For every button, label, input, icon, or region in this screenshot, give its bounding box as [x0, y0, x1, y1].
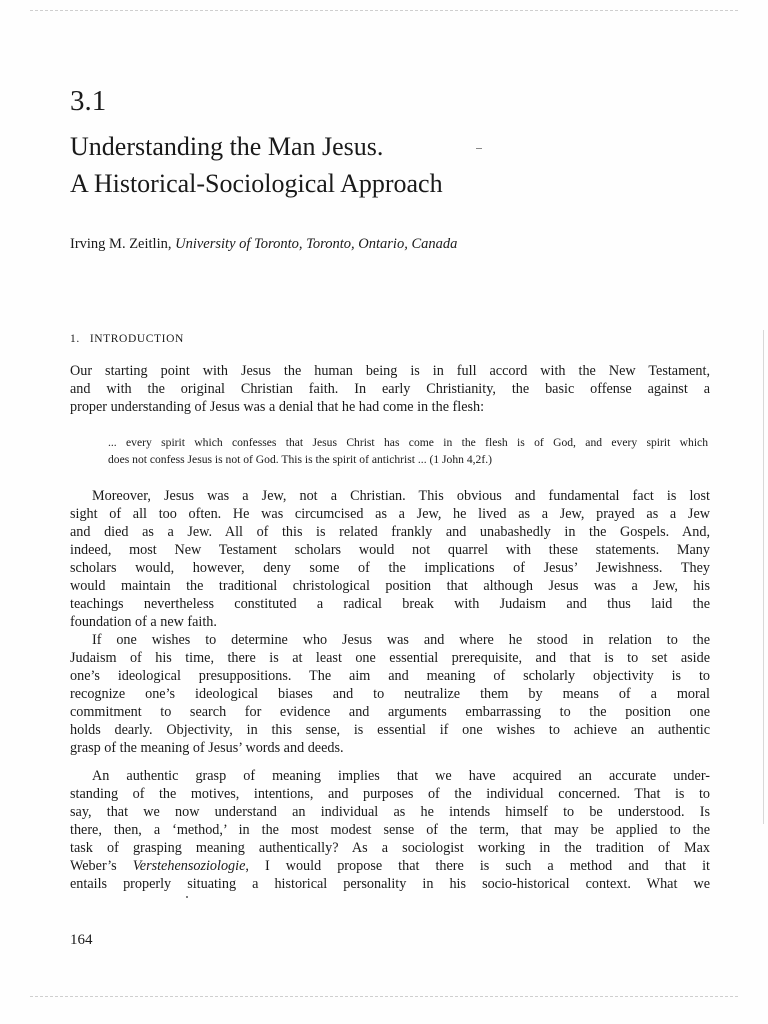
- paragraph-line: task of grasping meaning authentically? As a sociologist working in the tradition of Max: [70, 840, 710, 856]
- paragraph-1: [70, 362, 710, 416]
- scan-mark: [186, 896, 188, 898]
- paragraph-line: proper understanding of Jesus was a denial that he had come in the flesh:: [70, 399, 485, 415]
- paragraph-line: indeed, most New Testament scholars would not quarrel with these statements. Many: [70, 542, 710, 558]
- paragraph-line: commitment to search for evidence and arguments embarrassing to the position one: [70, 704, 710, 720]
- paragraph-2: [70, 487, 710, 631]
- paragraph-line: one’s ideological presuppositions. The aim and meaning of scholarly objectivity is to: [70, 668, 710, 684]
- line-text: Weber’s: [70, 858, 133, 874]
- paragraph-line: recognize one’s ideological biases and to neutralize them by means of a moral: [70, 686, 710, 702]
- paragraph-line: Judaism of his time, there is at least one essential prerequisite, and that is to set aside: [70, 650, 710, 666]
- quote-line: does not confess Jesus is not of God. This is the spirit of antichrist ... (1 John 4,2f.): [108, 453, 492, 466]
- scan-edge-bottom: [30, 996, 738, 997]
- paragraph-line: would maintain the traditional christological position that although Jesus was a Jew, his: [70, 578, 710, 594]
- chapter-number: 3.1: [70, 85, 107, 117]
- block-quote: [108, 434, 708, 468]
- scan-edge-right: [763, 330, 764, 824]
- paragraph-line: scholars would, however, deny some of the implications of Jesus’ Jewishness. They: [70, 560, 710, 576]
- paragraph-line: holds dearly. Objectivity, in this sense, is essential if one wishes to achieve an authentic: [70, 722, 710, 738]
- paragraph-line: standing of the motives, intentions, and purposes of the individual concerned. That is to: [70, 786, 710, 802]
- paragraph-line: and died as a Jew. All of this is related frankly and unabashedly in the Gospels. And,: [70, 524, 710, 540]
- paragraph-line: foundation of a new faith.: [70, 614, 217, 630]
- section-number: 1.: [70, 333, 80, 345]
- italic-term: Verstehensoziologie: [132, 858, 246, 874]
- chapter-title-line-1: Understanding the Man Jesus.: [70, 132, 384, 161]
- scan-edge-top: [30, 10, 738, 11]
- quote-line: ... every spirit which confesses that Jesus Christ has come in the flesh is of God, and every spirit which: [108, 436, 708, 449]
- paragraph-line: grasp of the meaning of Jesus’ words and deeds.: [70, 740, 344, 756]
- paragraph-line: Our starting point with Jesus the human being is in full accord with the New Testament,: [70, 363, 710, 379]
- author-name: Irving M. Zeitlin,: [70, 236, 172, 252]
- paragraph-line: [70, 857, 710, 875]
- paragraph-line: If one wishes to determine who Jesus was and where he stood in relation to the: [92, 632, 710, 648]
- paragraph-line: and with the original Christian faith. In early Christianity, the basic offense against a: [70, 381, 710, 397]
- author-affiliation: University of Toronto, Toronto, Ontario, Canada: [175, 236, 458, 252]
- paragraph-line: say, that we now understand an individual as he intends himself to be understood. Is: [70, 804, 710, 820]
- line-text: , I would propose that there is such a method and that it: [245, 858, 710, 874]
- paragraph-line: An authentic grasp of meaning implies that we have acquired an accurate under-: [92, 768, 710, 784]
- author-line: [70, 235, 457, 253]
- chapter-title-line-2: A Historical-Sociological Approach: [70, 169, 443, 198]
- paragraph-4: [70, 767, 710, 893]
- scan-mark: [476, 148, 482, 149]
- paragraph-line: there, then, a ‘method,’ in the most modest sense of the term, that may be applied to the: [70, 822, 710, 838]
- page-number: 164: [70, 932, 93, 948]
- section-title: INTRODUCTION: [89, 333, 184, 345]
- chapter-title: [70, 128, 443, 202]
- paragraph-line: Moreover, Jesus was a Jew, not a Christian. This obvious and fundamental fact is lost: [92, 488, 710, 504]
- paragraph-line: entails properly situating a historical personality in his socio-historical context. What we: [70, 876, 710, 892]
- paragraph-line: sight of all too often. He was circumcised as a Jew, he lived as a Jew, prayed as a Jew: [70, 506, 710, 522]
- section-heading: [70, 331, 184, 347]
- paragraph-line: teachings nevertheless constituted a radical break with Judaism and thus laid the: [70, 596, 710, 612]
- paragraph-3: [70, 631, 710, 757]
